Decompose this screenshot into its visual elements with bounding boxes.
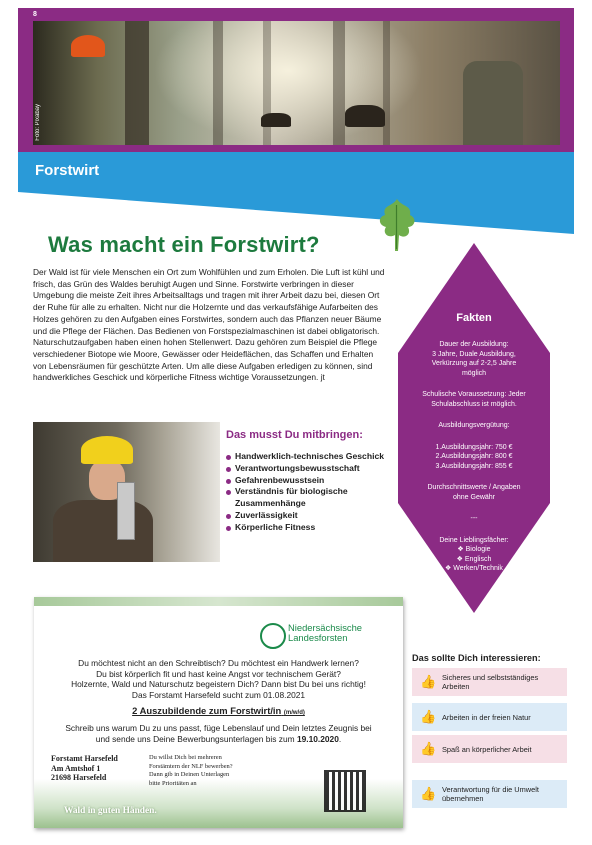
spray-can-figure xyxy=(117,482,135,540)
interessen-title: Das sollte Dich interessieren: xyxy=(412,653,541,663)
fakten-verguetung-label: Ausbildungsvergütung: xyxy=(438,422,510,429)
forest-photo xyxy=(33,21,560,145)
list-item: Verständnis für biologische Zusammenhänge xyxy=(226,486,396,510)
section-title-bar xyxy=(18,152,574,192)
tree-logo-icon xyxy=(260,623,286,649)
mitbringen-list xyxy=(226,451,396,534)
ad-address: Forstamt Harsefeld Am Amtshof 1 21698 Harsefeld xyxy=(51,754,118,783)
thumbs-up-icon: 👍 xyxy=(420,709,437,724)
fakten-verguetung: 1.Ausbildungsjahr: 750 € 2.Ausbildungsjahr: 800 € 3.Ausbildungsjahr: 855 € xyxy=(435,443,513,470)
interest-item: 👍 Verantwortung für die Umwelt übernehmen xyxy=(412,780,567,808)
ad-job-title: 2 Auszubildende zum Forstwirt/in (m/w/d) xyxy=(132,705,305,716)
fakten-dauer: Dauer der Ausbildung: 3 Jahre, Duale Ausbildung, Verkürzung auf 2-2,5 Jahre möglich xyxy=(431,341,517,377)
qr-code-icon[interactable] xyxy=(324,770,366,812)
photo-credit: Foto: Pixabay xyxy=(35,104,41,141)
page-heading: Was macht ein Forstwirt? xyxy=(48,232,320,257)
ad-note: Du willst Dich bei mehreren Forstämtern der NLF bewerben? Dann gib in Deinen Unterlagen bitte Prioritäten an xyxy=(149,754,233,787)
interest-item: 👍 Arbeiten in der freien Natur xyxy=(412,703,567,731)
logo-text: Niedersächsische Landesforsten xyxy=(288,622,362,643)
worker-photo xyxy=(33,422,220,562)
thumbs-up-icon: 👍 xyxy=(420,741,437,756)
hiker-figure xyxy=(463,61,523,145)
list-item: Gefahrenbewusstsein xyxy=(226,475,396,487)
helmet-figure xyxy=(71,35,105,57)
interest-item: 👍 Sicheres und selbstständiges Arbeiten xyxy=(412,668,567,696)
ad-apply-lines: Schreib uns warum Du zu uns passt, füge Lebenslauf und Dein letztes Zeugnis bei und sende uns Deine Bewerbungsunterlagen bis zum 19.10.2020. xyxy=(65,723,372,744)
mitbringen-title: Das musst Du mitbringen: xyxy=(226,429,363,441)
list-item: Zuverlässigkeit xyxy=(226,510,396,522)
interest-item: 👍 Spaß an körperlicher Arbeit xyxy=(412,735,567,763)
page-number: 8 xyxy=(33,11,37,18)
ad-slogan: Wald in guten Händen. xyxy=(64,806,157,816)
list-item: Verantwortungsbewusstschaft xyxy=(226,463,396,475)
list-item: Körperliche Fitness xyxy=(226,522,396,534)
job-advertisement xyxy=(34,597,403,828)
intro-paragraph: Der Wald ist für viele Menschen ein Ort zum Wohlfühlen und zum Erholen. Die Luft ist kühl und frisch, das Grün des Waldes beruhigt Augen und Sinne. Forstwirte verbringen in dieser Umgebung die meiste Zeit ihres Arbeitsalltags und tragen mit ihrer Arbeit dazu bei, diesen Ort der Ruhe für alle zu erhalten. Nicht nur die Holzernte und das verkaufsfähige Aufarbeiten des Holzes gehören zu den Aufgaben eines Forstwirtes, sondern auch das Pflanzen neuer Bäume und die Pflege der Flächen. Das Bedienen von Forstspezialmaschinen ist dabei obligatorisch. Naturschutzaufgaben haben einen hohen Stellenwert. Dazu gehören zum Beispiel die Pflege verschiedener Biotope wie Moore, Gewässer oder Heideflächen, das Schaffen und Erhalten von Lebensräumen für geschützte Arten. Um alle diese Aufgaben erledigen zu können, sind handwerkliches Geschick und körperliche Fitness wichtige Voraussetzungen. jt xyxy=(33,267,385,383)
fakten-durchschnitt: Durchschnittswerte / Angaben ohne Gewähr xyxy=(427,484,521,501)
fakten-separator: --- xyxy=(470,515,478,522)
ad-intro-lines: Du möchtest nicht an den Schreibtisch? Du möchtest ein Handwerk lernen? Du bist körperlich fit und hast keine Angst vor technischem Gerät? Holzernte, Wald und Naturschutz begeistern Dich? Dann bist Du bei uns richtig! Das Forstamt Harsefeld sucht zum 01.08.2021 xyxy=(71,658,366,700)
thumbs-up-icon: 👍 xyxy=(420,674,437,689)
thumbs-up-icon: 👍 xyxy=(420,786,437,801)
list-item: Handwerklich-technisches Geschick xyxy=(226,451,396,463)
fakten-box xyxy=(401,312,547,586)
fakten-voraussetzung: Schulische Voraussetzung: Jeder Schulabschluss ist möglich. xyxy=(422,391,526,408)
hard-hat-figure xyxy=(81,436,133,464)
header-photo-banner xyxy=(18,8,574,152)
fakten-faecher: Deine Lieblingsfächer: ❖ Biologie ❖ Englisch ❖ Werken/Technik xyxy=(439,536,509,572)
fakten-title: Fakten xyxy=(456,312,492,324)
section-title: Forstwirt xyxy=(35,162,100,179)
